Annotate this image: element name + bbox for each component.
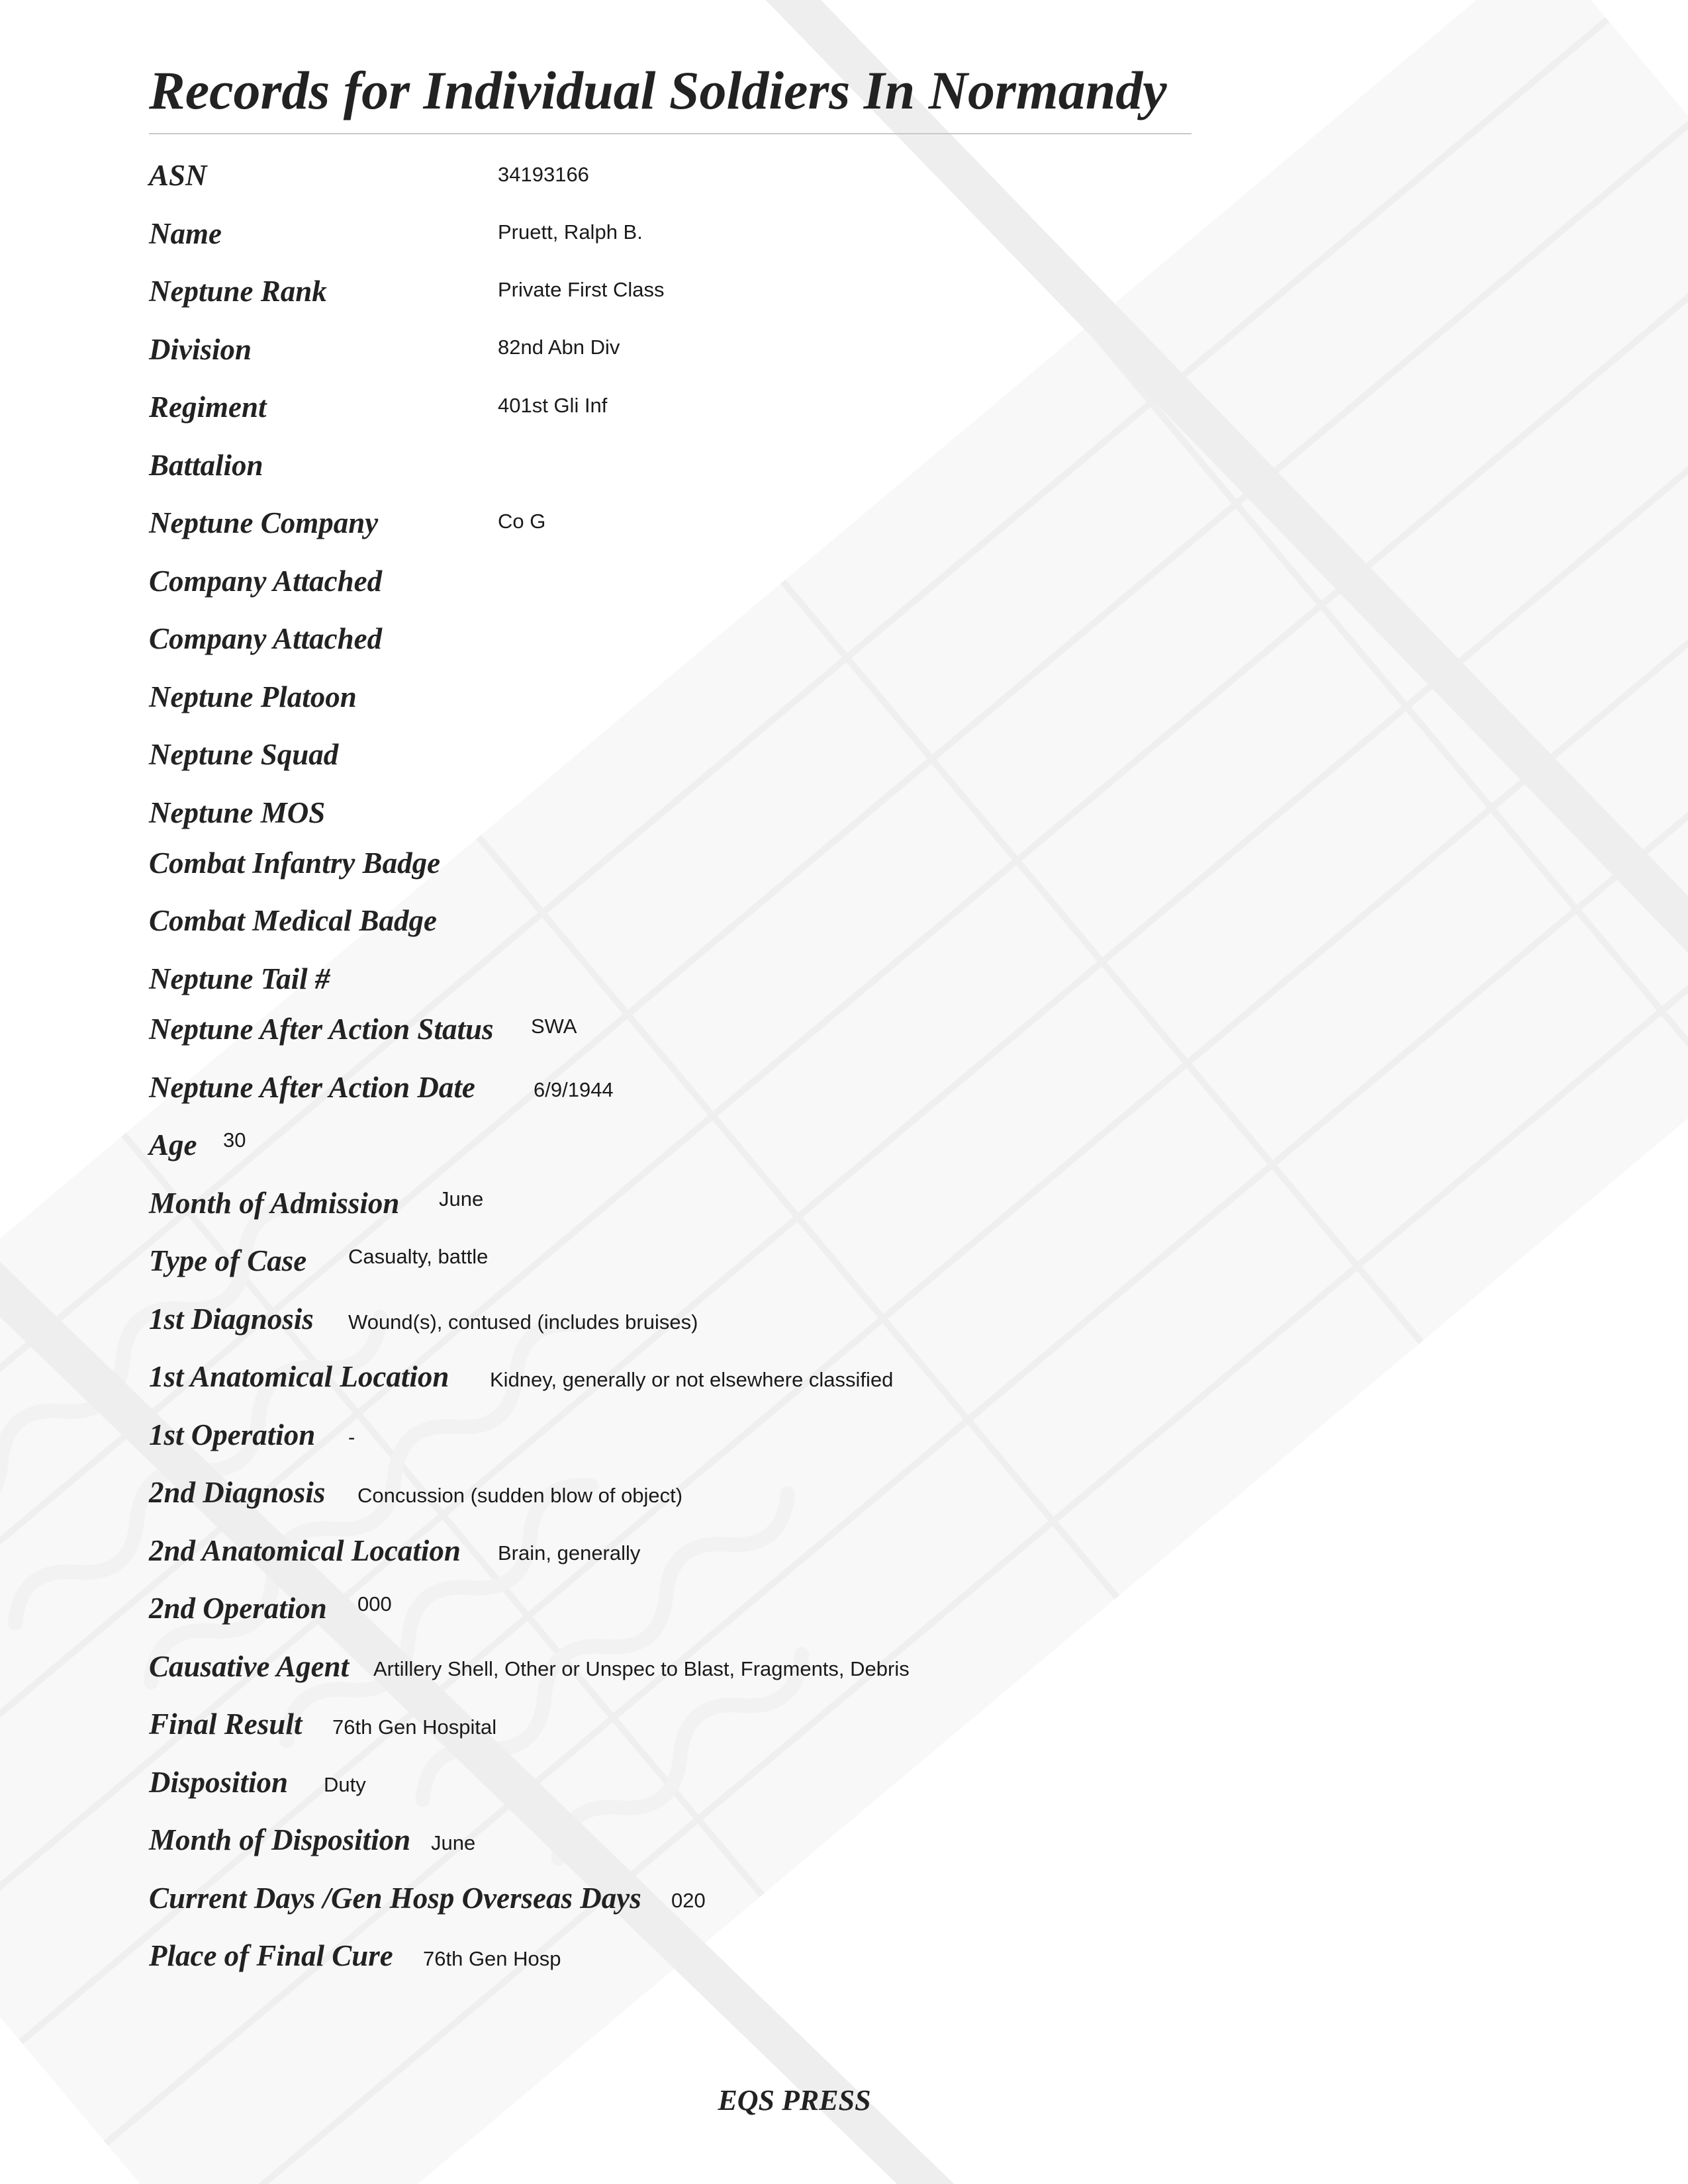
field-label: Battalion — [149, 449, 263, 482]
field-label: 1st Anatomical Location — [149, 1360, 449, 1393]
field-label: Neptune After Action Date — [149, 1071, 475, 1104]
field-label: 1st Operation — [149, 1418, 316, 1451]
field-label: Neptune Platoon — [149, 680, 357, 713]
field-label: Final Result — [149, 1707, 303, 1741]
field-label: Combat Infantry Badge — [149, 846, 441, 880]
field-value: June — [431, 1831, 476, 1854]
field-value: SWA — [531, 1015, 577, 1038]
field-label: Combat Medical Badge — [149, 904, 437, 937]
field-value: Co G — [498, 510, 546, 533]
field-value: 401st Gli Inf — [498, 394, 608, 417]
field-label: Regiment — [149, 390, 267, 424]
field-label: Neptune Squad — [149, 738, 339, 771]
field-value: Wound(s), contused (includes bruises) — [348, 1310, 698, 1334]
field-label: Month of Admission — [149, 1187, 400, 1220]
field-label: Current Days /Gen Hosp Overseas Days — [149, 1882, 641, 1915]
field-label: Disposition — [149, 1766, 289, 1799]
field-label: Causative Agent — [149, 1650, 350, 1683]
field-label: 2nd Operation — [149, 1592, 327, 1625]
field-value: Concussion (sudden blow of object) — [357, 1484, 683, 1507]
field-label: Name — [149, 217, 222, 250]
field-label: Month of Disposition — [149, 1823, 411, 1856]
field-label: Neptune Company — [149, 506, 379, 539]
field-value: 76th Gen Hospital — [332, 1715, 497, 1739]
publisher-footer: EQS PRESS — [718, 2084, 871, 2116]
field-label: Neptune Tail # — [149, 962, 330, 995]
field-label: 1st Diagnosis — [149, 1302, 314, 1336]
field-label: Company Attached — [149, 622, 383, 655]
field-value: 82nd Abn Div — [498, 336, 620, 359]
field-label: Age — [149, 1128, 197, 1161]
field-label: Division — [149, 333, 252, 366]
field-label: 2nd Diagnosis — [149, 1476, 326, 1509]
field-label: Place of Final Cure — [149, 1939, 393, 1972]
field-value: Kidney, generally or not elsewhere classified — [490, 1368, 894, 1391]
title-divider — [149, 133, 1192, 134]
field-value: 76th Gen Hosp — [423, 1947, 561, 1970]
field-value: 34193166 — [498, 163, 589, 186]
field-label: Neptune After Action Status — [149, 1013, 494, 1046]
field-value: 30 — [223, 1128, 246, 1152]
field-value: Duty — [324, 1773, 366, 1796]
field-label: ASN — [149, 159, 207, 192]
field-label: Company Attached — [149, 565, 383, 598]
field-value: 020 — [671, 1889, 706, 1912]
field-value: Casualty, battle — [348, 1245, 489, 1268]
field-value: - — [348, 1426, 355, 1449]
field-value: 6/9/1944 — [534, 1078, 614, 1101]
field-value: June — [439, 1187, 484, 1210]
field-label: Type of Case — [149, 1244, 307, 1277]
field-label: Neptune MOS — [149, 796, 326, 829]
field-label: Neptune Rank — [149, 275, 327, 308]
field-value: Private First Class — [498, 278, 665, 301]
field-value: Artillery Shell, Other or Unspec to Blast, Fragments, Debris — [373, 1657, 910, 1680]
field-value: Pruett, Ralph B. — [498, 220, 643, 244]
field-label: 2nd Anatomical Location — [149, 1534, 461, 1567]
field-value: Brain, generally — [498, 1541, 641, 1565]
page-title: Records for Individual Soldiers In Normandy — [149, 60, 1167, 120]
field-value: 000 — [357, 1592, 392, 1615]
